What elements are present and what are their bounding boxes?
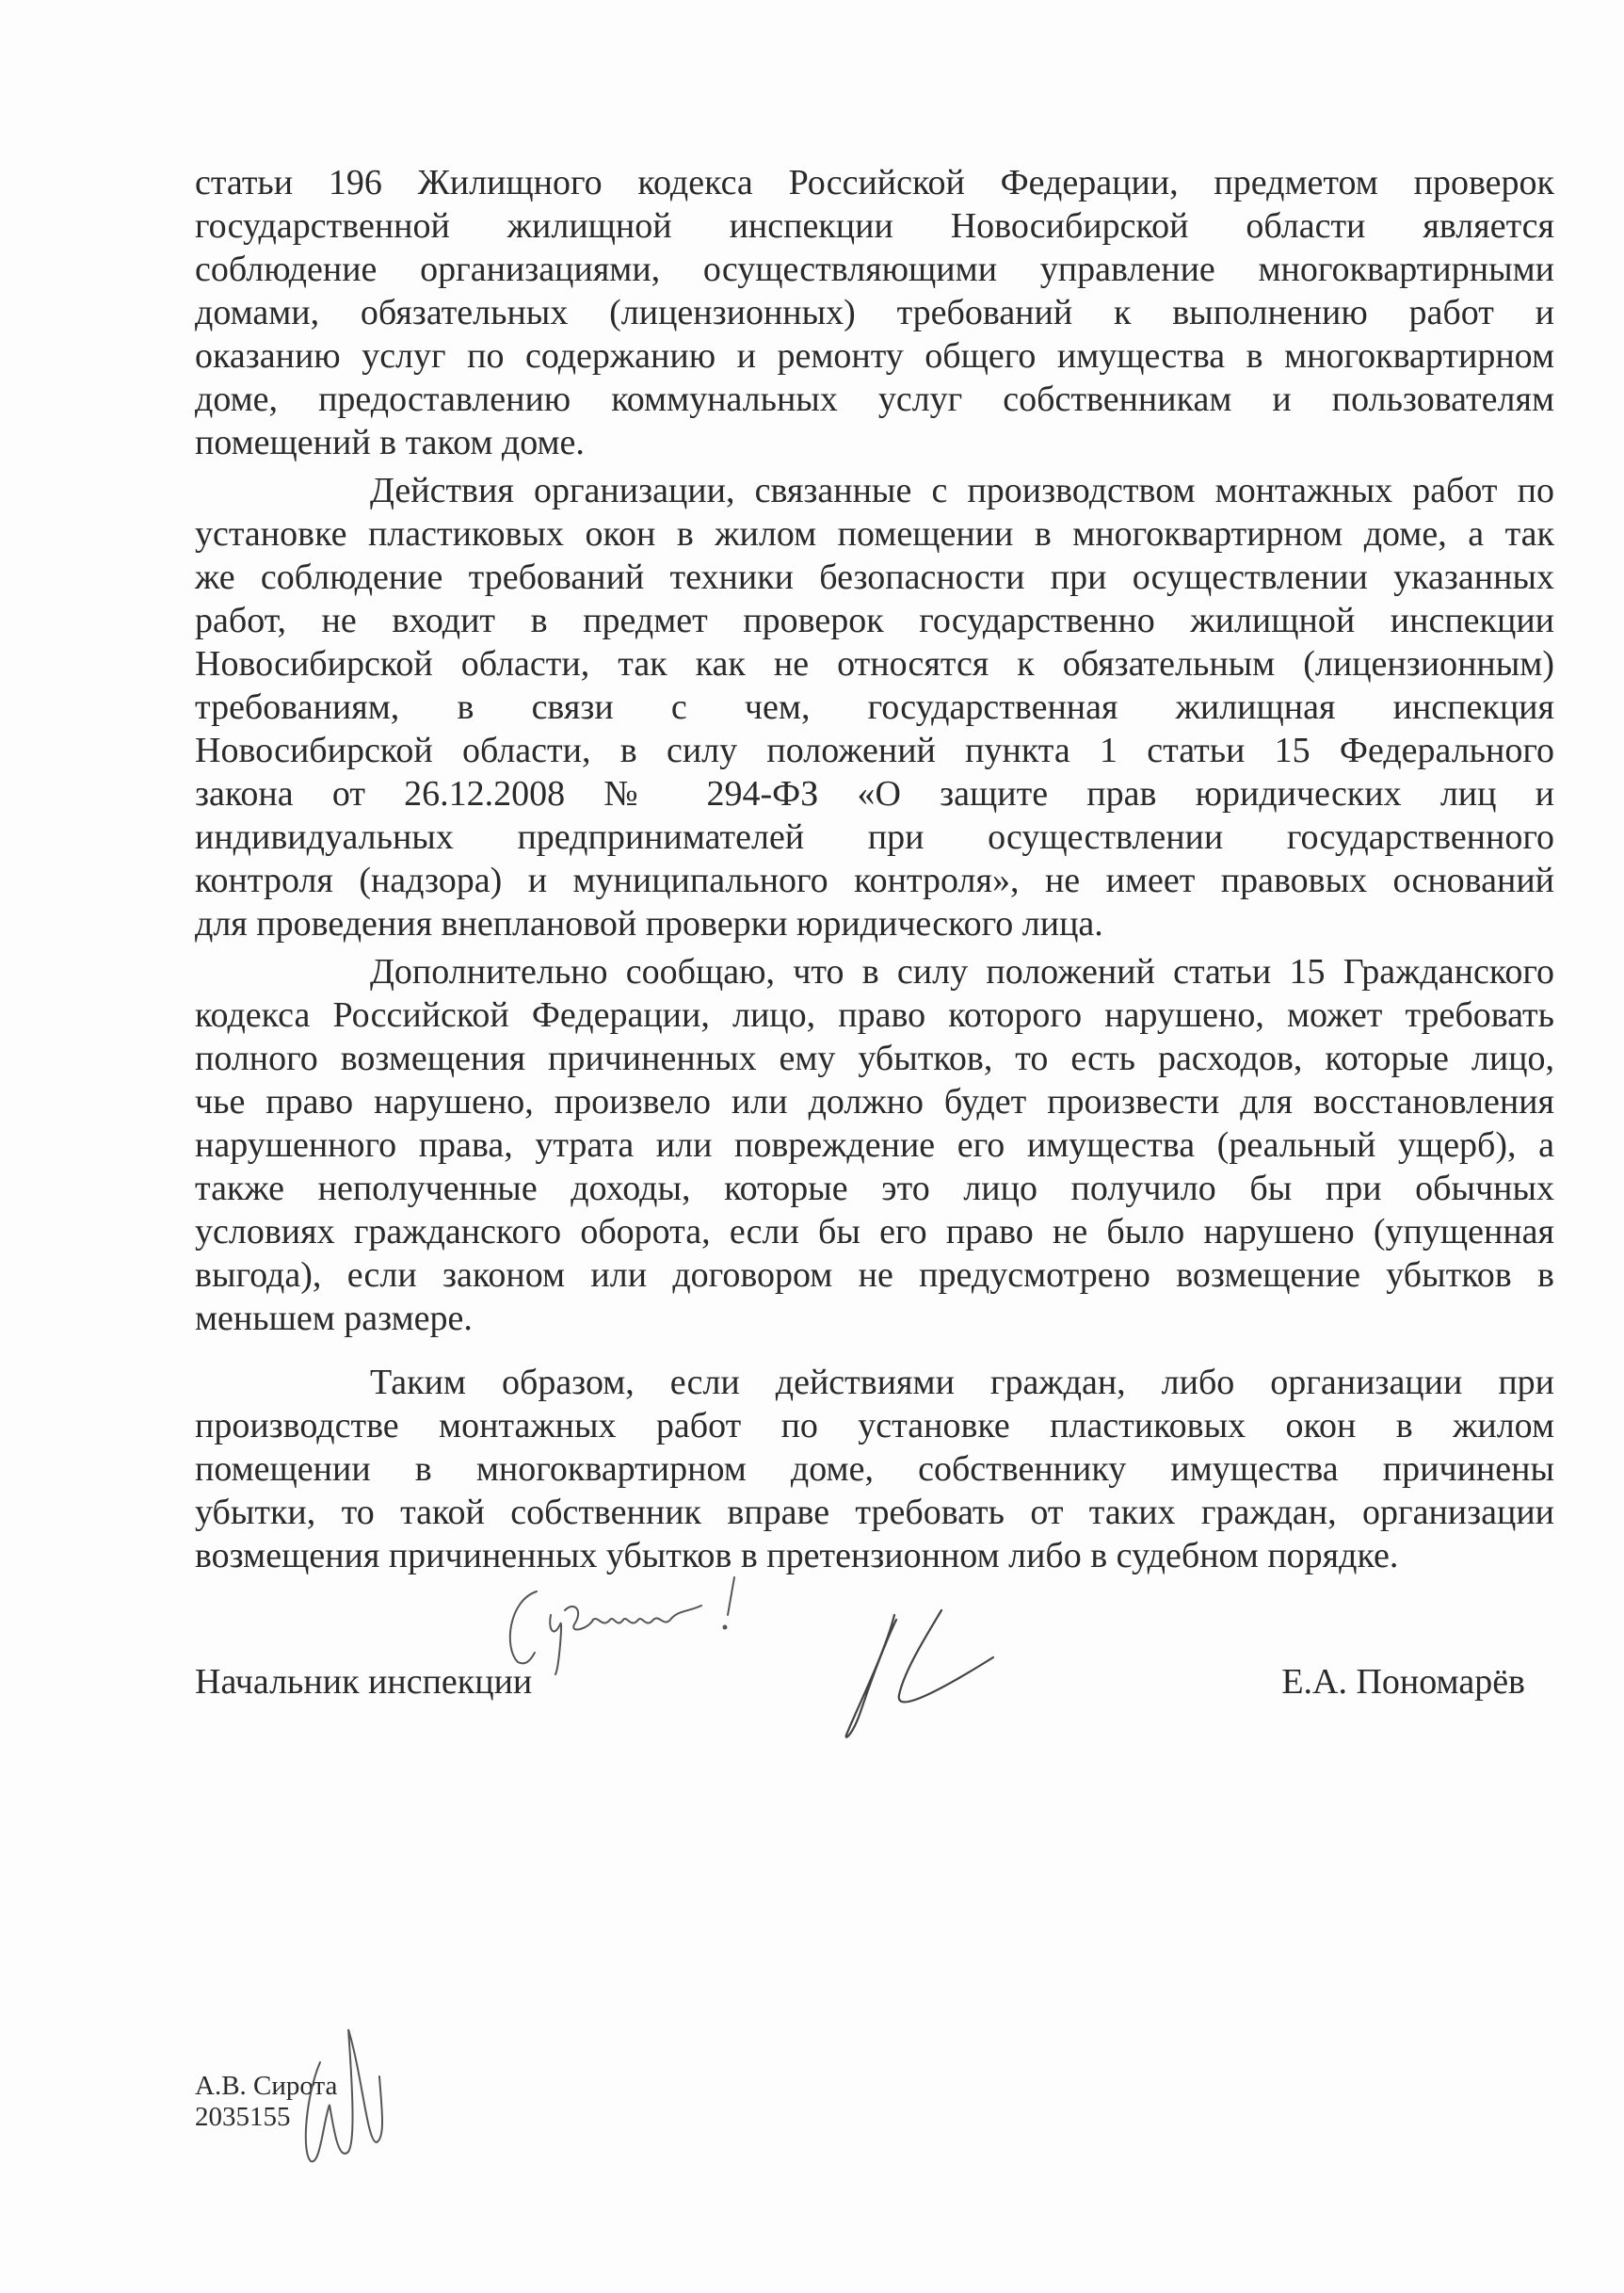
text-line: нарушенного права, утрата или повреждение его имущества (реальный ущерб), а — [195, 1125, 1554, 1165]
text-line: доме, предоставлению коммунальных услуг собственникам и пользователям — [195, 379, 1554, 419]
paragraph — [195, 469, 1554, 945]
text-line: Таким образом, если действиями граждан, либо организации при — [370, 1363, 1554, 1402]
executor-phone: 2035155 — [195, 2102, 291, 2132]
text-line: для проведения внеплановой проверки юридического лица. — [195, 904, 1103, 944]
text-line: убытки, то такой собственник вправе требовать от таких граждан, организации — [195, 1493, 1554, 1532]
text-line: помещении в многоквартирном доме, собственнику имущества причинены — [195, 1449, 1554, 1489]
text-line: возмещения причиненных убытков в претензионном либо в судебном порядке. — [195, 1536, 1399, 1575]
text-line: установке пластиковых окон в жилом помещении в многоквартирном доме, а так — [195, 514, 1554, 554]
text-line: закона от 26.12.2008 № 294-ФЗ «О защите прав юридических лиц и — [195, 774, 1554, 814]
text-line: также неполученные доходы, которые это лицо получило бы при обычных — [195, 1169, 1554, 1208]
executor-name: А.В. Сирота — [195, 2071, 338, 2101]
executor-signature — [297, 2020, 391, 2171]
text-line: работ, не входит в предмет проверок государственно жилищной инспекции — [195, 601, 1554, 640]
paragraph — [195, 950, 1554, 1340]
text-line: Действия организации, связанные с производством монтажных работ по — [370, 471, 1554, 510]
text-line: контроля (надзора) и муниципального контроля», не имеет правовых оснований — [195, 861, 1554, 900]
text-line: домами, обязательных (лицензионных) требований к выполнению работ и — [195, 293, 1554, 332]
text-line: Новосибирской области, так как не относятся к обязательным (лицензионным) — [195, 644, 1554, 684]
text-line: оказанию услуг по содержанию и ремонту общего имущества в многоквартирном — [195, 336, 1554, 376]
text-line: производстве монтажных работ по установке пластиковых окон в жилом — [195, 1406, 1554, 1445]
text-line: Новосибирской области, в силу положений пункта 1 статьи 15 Федерального — [195, 731, 1554, 770]
paragraph — [195, 161, 1554, 464]
letter-body — [195, 161, 1554, 1577]
signatory-title: Начальник инспекции — [195, 1662, 533, 1702]
text-line: чье право нарушено, произвело или должно будет произвести для восстановления — [195, 1082, 1554, 1122]
text-line: требованиям, в связи с чем, государственная жилищная инспекция — [195, 687, 1554, 727]
text-line: статьи 196 Жилищного кодекса Российской Федерации, предметом проверок — [195, 163, 1554, 202]
text-line: полного возмещения причиненных ему убытков, то есть расходов, которые лицо, — [195, 1039, 1554, 1078]
text-line: Дополнительно сообщаю, что в силу положений статьи 15 Гражданского — [370, 952, 1554, 992]
text-line: индивидуальных предпринимателей при осуществлении государственного — [195, 817, 1554, 857]
text-line: кодекса Российской Федерации, лицо, право которого нарушено, может требовать — [195, 995, 1554, 1035]
signature — [828, 1606, 1007, 1742]
text-line: условиях гражданского оборота, если бы его право не было нарушено (упущенная — [195, 1212, 1554, 1251]
paragraph — [195, 1361, 1554, 1577]
text-line: государственной жилищной инспекции Новосибирской области является — [195, 206, 1554, 246]
handwritten-note — [499, 1573, 838, 1676]
text-line: выгода), если законом или договором не предусмотрено возмещение убытков в — [195, 1255, 1554, 1295]
text-line: же соблюдение требований техники безопасности при осуществлении указанных — [195, 557, 1554, 597]
text-line: соблюдение организациями, осуществляющими управление многоквартирными — [195, 250, 1554, 289]
text-line: помещений в таком доме. — [195, 423, 585, 462]
signatory-name: Е.А. Пономарёв — [1281, 1662, 1525, 1702]
text-line: меньшем размере. — [195, 1299, 473, 1338]
